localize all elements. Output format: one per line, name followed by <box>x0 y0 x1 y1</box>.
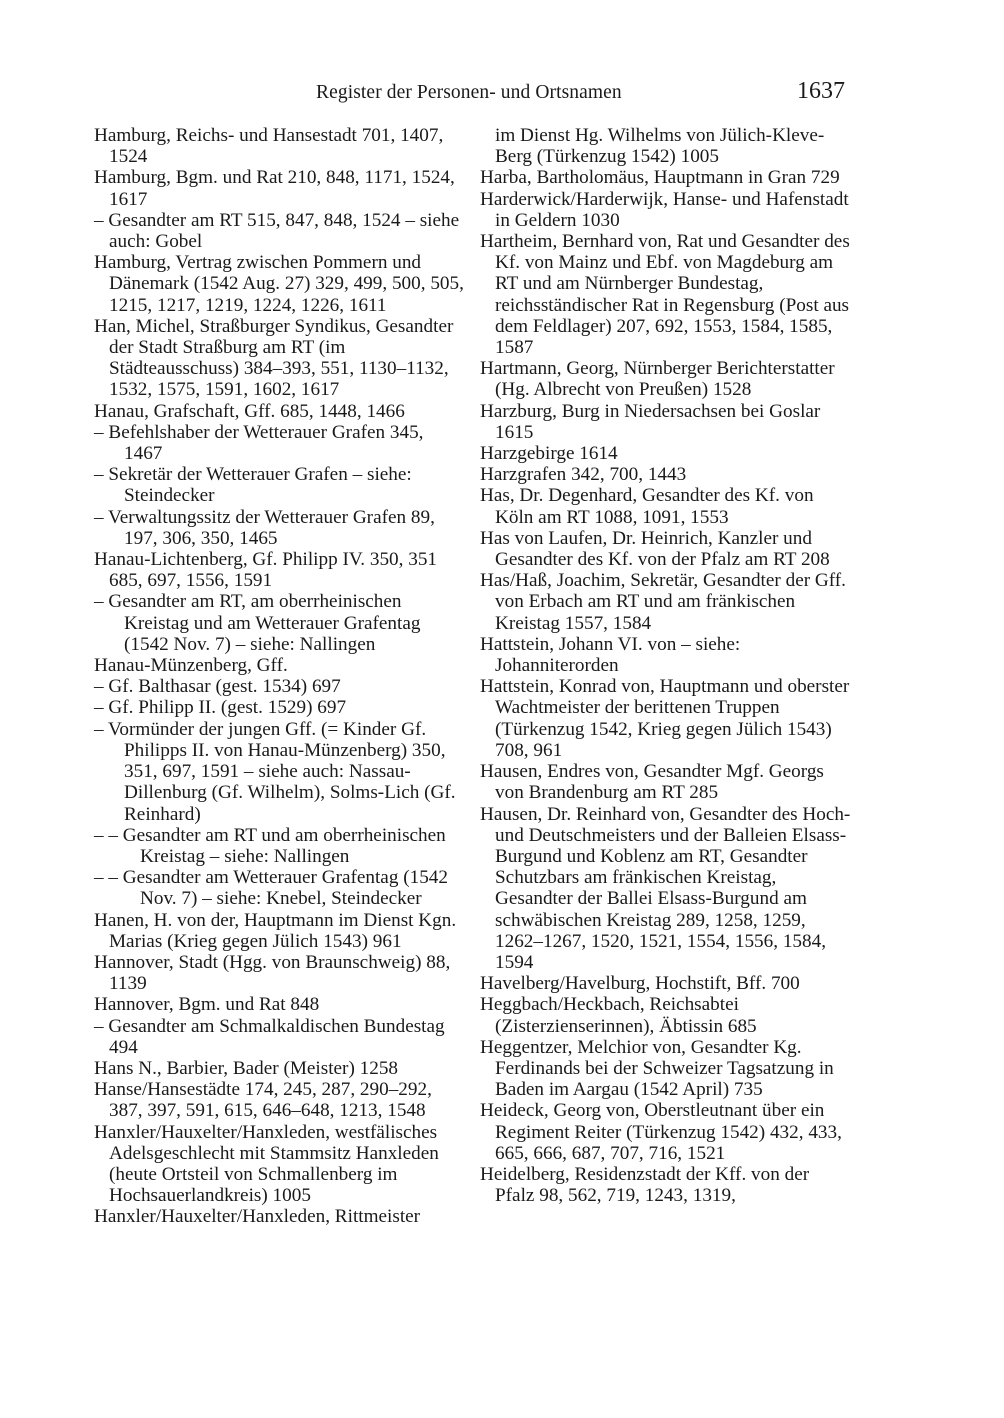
index-entry: Heggbach/Heckbach, Reichsabtei (Zisterzienserinnen), Äbtissin 685 <box>480 994 757 1037</box>
index-entry: Has von Laufen, Dr. Heinrich, Kanzler und Gesandter des Kf. von der Pfalz am RT 208 <box>480 527 830 571</box>
index-entry: – Gf. Balthasar (gest. 1534) 697 <box>94 676 341 698</box>
index-entry: Hamburg, Reichs- und Hansestadt 701, 1407, 1524 <box>94 125 444 168</box>
index-entry: – Befehlshaber der Wetterauer Grafen 345, 1467 <box>94 421 424 465</box>
index-entry: – Verwaltungssitz der Wetterauer Grafen 89, 197, 306, 350, 1465 <box>94 506 435 549</box>
index-entry: Hans N., Barbier, Bader (Meister) 1258 <box>94 1057 399 1079</box>
index-entry: Heggentzer, Melchior von, Gesandter Kg. Ferdinands bei der Schweizer Tagsatzung in Baden im Aargau (1542 April) 735 <box>480 1036 834 1101</box>
index-entry: Has/Haß, Joachim, Sekretär, Gesandter der Gff. von Erbach am RT und am fränkischen Kreistag 1557, 1584 <box>480 570 846 634</box>
index-entry: Hamburg, Bgm. und Rat 210, 848, 1171, 1524, 1617 <box>94 167 455 210</box>
index-entry: – – Gesandter am RT und am oberrheinischen Kreistag – siehe: Nallingen <box>94 824 446 867</box>
index-entry: – Sekretär der Wetterauer Grafen – siehe: Steindecker <box>94 464 412 507</box>
index-column-right <box>480 125 852 1206</box>
index-entry: Hartmann, Georg, Nürnberger Berichterstatter (Hg. Albrecht von Preußen) 1528 <box>480 358 835 401</box>
index-entry: Heidelberg, Residenzstadt der Kff. von der Pfalz 98, 562, 719, 1243, 1319, <box>480 1163 810 1207</box>
index-entry: Hanen, H. von der, Hauptmann im Dienst Kgn. Marias (Krieg gegen Jülich 1543) 961 <box>94 909 457 952</box>
index-entry: Hattstein, Johann VI. von – siehe: Johanniterorden <box>480 633 741 677</box>
index-entry: – Gesandter am RT 515, 847, 848, 1524 – siehe auch: Gobel <box>94 209 460 253</box>
index-entry: Has, Dr. Degenhard, Gesandter des Kf. von Köln am RT 1088, 1091, 1553 <box>480 485 814 528</box>
index-entry: Han, Michel, Straßburger Syndikus, Gesandter der Stadt Straßburg am RT (im Städteausschuss) 384–393, 551, 1130–1132, 1532, 1575, 1591, 1602, 1617 <box>94 315 454 401</box>
index-column-left <box>94 125 466 1228</box>
index-entry: – Gf. Philipp II. (gest. 1529) 697 <box>94 697 347 719</box>
index-entry: Hartheim, Bernhard von, Rat und Gesandter des Kf. von Mainz und Ebf. von Magdeburg am RT und am Nürnberger Bundestag, reichsständischer Rat in Regensburg (Post aus dem Feldlager) 207, 692, 1553, 1584, 1585, 1587 <box>480 231 850 359</box>
index-entry: Harzburg, Burg in Niedersachsen bei Goslar 1615 <box>480 400 821 443</box>
index-entry: Hannover, Stadt (Hgg. von Braunschweig) 88, 1139 <box>94 951 451 995</box>
index-entry: Hausen, Endres von, Gesandter Mgf. Georgs von Brandenburg am RT 285 <box>480 761 824 804</box>
index-entry: – Gesandter am Schmalkaldischen Bundestag 494 <box>94 1015 445 1058</box>
index-entry: Hanau-Lichtenberg, Gf. Philipp IV. 350, 351 685, 697, 1556, 1591 <box>94 549 438 592</box>
index-entry: Harzgrafen 342, 700, 1443 <box>480 464 687 486</box>
index-entry: Harba, Bartholomäus, Hauptmann in Gran 729 <box>480 167 840 189</box>
index-entry: Hamburg, Vertrag zwischen Pommern und Dänemark (1542 Aug. 27) 329, 499, 500, 505, 1215, 1217, 1219, 1224, 1226, 1611 <box>94 252 464 316</box>
index-entry: Hanse/Hansestädte 174, 245, 287, 290–292, 387, 397, 591, 615, 646–648, 1213, 1548 <box>94 1079 432 1122</box>
index-entry: Havelberg/Havelburg, Hochstift, Bff. 700 <box>480 973 800 995</box>
index-entry: Hausen, Dr. Reinhard von, Gesandter des Hoch- und Deutschmeisters und der Balleien Elsass-Burgund und Koblenz am RT, Gesandter Schutzbars am fränkischen Kreistag, Gesandter der Ballei Elsass-Burgund am schwäbischen Kreistag 289, 1258, 1259, 1262–1267, 1520, 1521, 1554, 1556, 1584, 1594 <box>480 803 851 973</box>
index-entry: Harderwick/Harderwijk, Hanse- und Hafenstadt in Geldern 1030 <box>480 188 849 231</box>
index-entry: Hanxler/Hauxelter/Hanxleden, Rittmeister <box>94 1206 421 1228</box>
index-entry: Hanau-Münzenberg, Gff. <box>94 655 288 677</box>
index-entry: im Dienst Hg. Wilhelms von Jülich-Kleve-Berg (Türkenzug 1542) 1005 <box>495 125 825 168</box>
index-entry: – Gesandter am RT, am oberrheinischen Kreistag und am Wetterauer Grafentag (1542 Nov. 7) – siehe: Nallingen <box>94 591 421 655</box>
index-entry: Harzgebirge 1614 <box>480 443 618 465</box>
index-entry: Hanau, Grafschaft, Gff. 685, 1448, 1466 <box>94 400 405 422</box>
page-number: 1637 <box>797 78 845 104</box>
running-head: Register der Personen- und Ortsnamen <box>316 82 622 103</box>
index-entry: – Vormünder der jungen Gff. (= Kinder Gf. Philipps II. von Hanau-Münzenberg) 350, 351, 697, 1591 – siehe auch: Nassau-Dillenburg (Gf. Wilhelm), Solms-Lich (Gf. Reinhard) <box>94 718 456 825</box>
index-entry: – – Gesandter am Wetterauer Grafentag (1542 Nov. 7) – siehe: Knebel, Steindecker <box>94 867 448 910</box>
index-entry: Heideck, Georg von, Oberstleutnant über ein Regiment Reiter (Türkenzug 1542) 432, 433, 665, 666, 687, 707, 716, 1521 <box>480 1100 842 1164</box>
index-entry: Hannover, Bgm. und Rat 848 <box>94 994 320 1016</box>
index-entry: Hanxler/Hauxelter/Hanxleden, westfälisches Adelsgeschlecht mit Stammsitz Hanxleden (heute Ortsteil von Schmallenberg im Hochsauerlandkreis) 1005 <box>94 1121 439 1207</box>
index-entry: Hattstein, Konrad von, Hauptmann und oberster Wachtmeister der berittenen Truppen (Türkenzug 1542, Krieg gegen Jülich 1543) 708, 961 <box>480 676 850 761</box>
